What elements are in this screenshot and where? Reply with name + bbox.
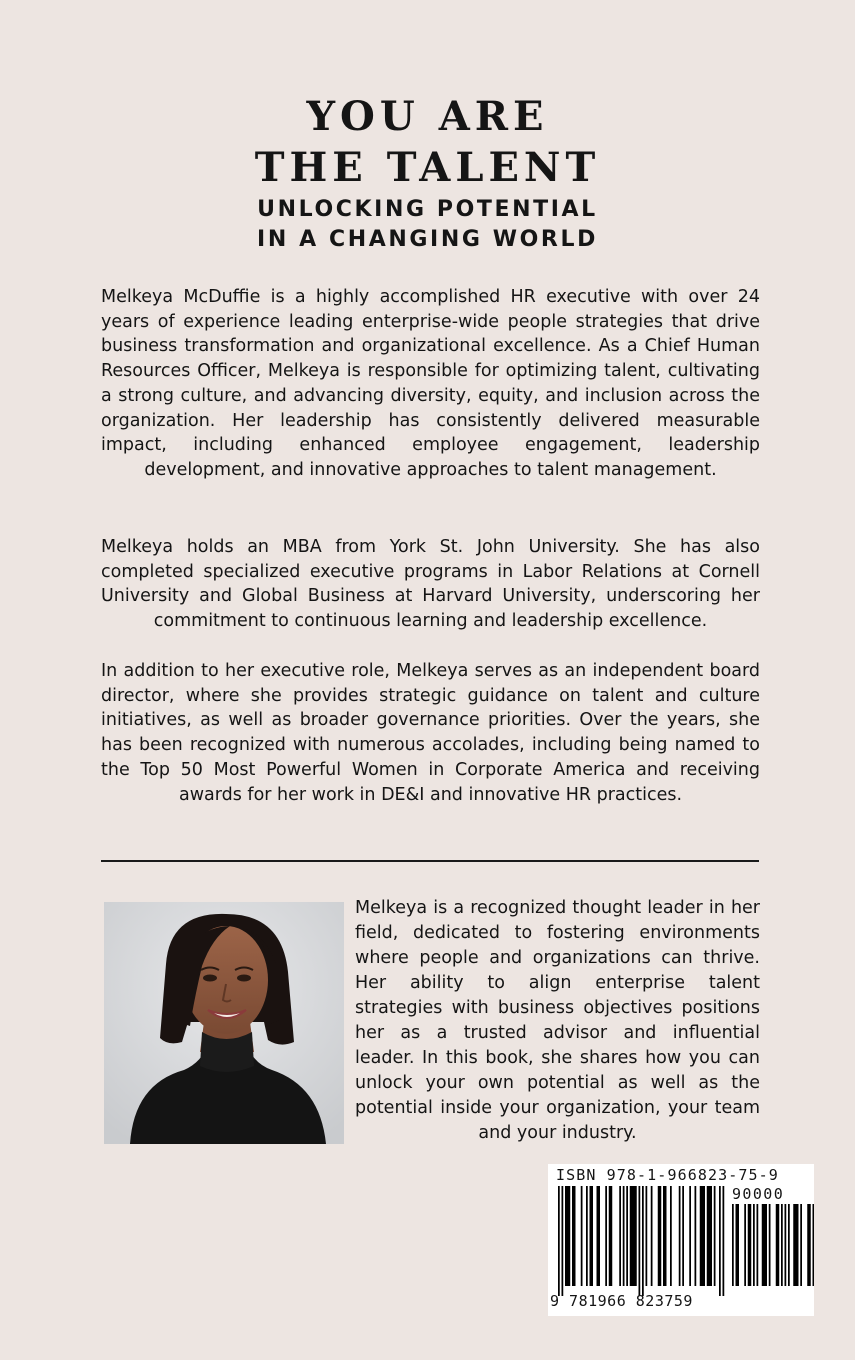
barcode-bar-20 (670, 1186, 672, 1286)
barcode-bar-13 (630, 1186, 637, 1286)
barcode-bar-6 (590, 1186, 594, 1286)
barcode-bar-24 (695, 1186, 697, 1286)
barcode-bar-29 (723, 1186, 725, 1296)
addon-bar-37 (769, 1204, 771, 1286)
bio-paragraph-1: Melkeya McDuffie is a highly accomplished HR executive with over 24 years of experience leading enterprise-wide people strategies that drive business transformation and organizational excellence. As a Chief Human Resources Officer, Melkeya is responsible for optimizing talent, cultivating a strong culture, and advancing diversity, equity, and inclusion across the organization. Her leadership has consistently delivered measurable impact, including enhanced employee engagement, leadership development, and innovative approaches to talent management. (101, 287, 760, 480)
bio-paragraph-2: Melkeya holds an MBA from York St. John University. She has also completed specialized executive programs in Labor Relations at Cornell University and Global Business at Harvard University, underscoring her commitment to continuous learning and leadership excellence. (101, 537, 760, 632)
isbn-label: ISBN 978-1-966823-75-9 (556, 1166, 779, 1184)
section-divider (101, 860, 759, 862)
barcode-bar-2 (565, 1186, 570, 1286)
book-subtitle-line-2: IN A CHANGING WORLD (257, 227, 598, 252)
author-photo (104, 902, 344, 1144)
barcode-bar-15 (642, 1186, 644, 1296)
barcode-bar-19 (663, 1186, 667, 1286)
barcode-bar-28 (719, 1186, 721, 1296)
barcode-bar-17 (651, 1186, 653, 1286)
addon-bar-33 (748, 1204, 752, 1286)
barcode-bar-12 (626, 1186, 628, 1286)
addon-bar-41 (788, 1204, 790, 1286)
barcode-bar-21 (679, 1186, 681, 1286)
addon-bar-38 (776, 1204, 780, 1286)
price-code: 90000 (732, 1185, 785, 1203)
barcode-bar-25 (700, 1186, 705, 1286)
addon-bar-30 (732, 1204, 734, 1286)
addon-bar-36 (762, 1204, 767, 1286)
barcode-bar-1 (562, 1186, 564, 1296)
isbn-barcode (548, 1164, 814, 1316)
addon-bar-35 (757, 1204, 759, 1286)
barcode-bar-22 (682, 1186, 684, 1286)
book-subtitle-line-1: UNLOCKING POTENTIAL (257, 197, 598, 222)
barcode-bar-3 (572, 1186, 576, 1286)
author-portrait-icon (104, 902, 344, 1144)
author-summary: Melkeya is a recognized thought leader in her field, dedicated to fostering environments where people and organizations can thrive. Her ability to align enterprise talent strategies with business objectives positions her as a trusted advisor and influential leader. In this book, she shares how you can unlock your own potential as well as the potential inside your organization, your team and your industry. (355, 898, 760, 1143)
book-title-line-2: THE TALENT (254, 144, 601, 191)
barcode-bar-7 (597, 1186, 601, 1286)
addon-bar-34 (753, 1204, 755, 1286)
barcode-bar-27 (714, 1186, 716, 1286)
barcode-bar-5 (586, 1186, 588, 1286)
barcode-bar-26 (707, 1186, 712, 1286)
barcode-bar-16 (646, 1186, 648, 1286)
addon-bar-42 (793, 1204, 798, 1286)
barcode-bar-8 (605, 1186, 607, 1286)
book-title-line-1: YOU ARE (306, 93, 549, 140)
addon-bar-39 (781, 1204, 783, 1286)
addon-bar-32 (744, 1204, 746, 1286)
addon-bar-45 (813, 1204, 815, 1286)
barcode-bar-14 (639, 1186, 641, 1296)
addon-bar-40 (785, 1204, 787, 1286)
barcode-bar-0 (558, 1186, 560, 1296)
barcode-bar-11 (623, 1186, 625, 1286)
barcode-bar-10 (619, 1186, 621, 1286)
addon-bar-43 (800, 1204, 802, 1286)
barcode-bar-23 (689, 1186, 691, 1286)
addon-bar-31 (736, 1204, 740, 1286)
addon-bar-44 (807, 1204, 811, 1286)
bio-paragraph-3: In addition to her executive role, Melkeya serves as an independent board director, where she provides strategic guidance on talent and culture initiatives, as well as broader governance priorities. Over the years, she has been recognized with numerous accolades, including being named to the Top 50 Most Powerful Women in Corporate America and receiving awards for her work in DE&I and innovative HR practices. (101, 661, 760, 805)
ean-digits: 9 781966 823759 (550, 1292, 693, 1310)
barcode-bar-18 (658, 1186, 662, 1286)
barcode-bar-4 (581, 1186, 583, 1286)
barcode-bar-9 (609, 1186, 613, 1286)
